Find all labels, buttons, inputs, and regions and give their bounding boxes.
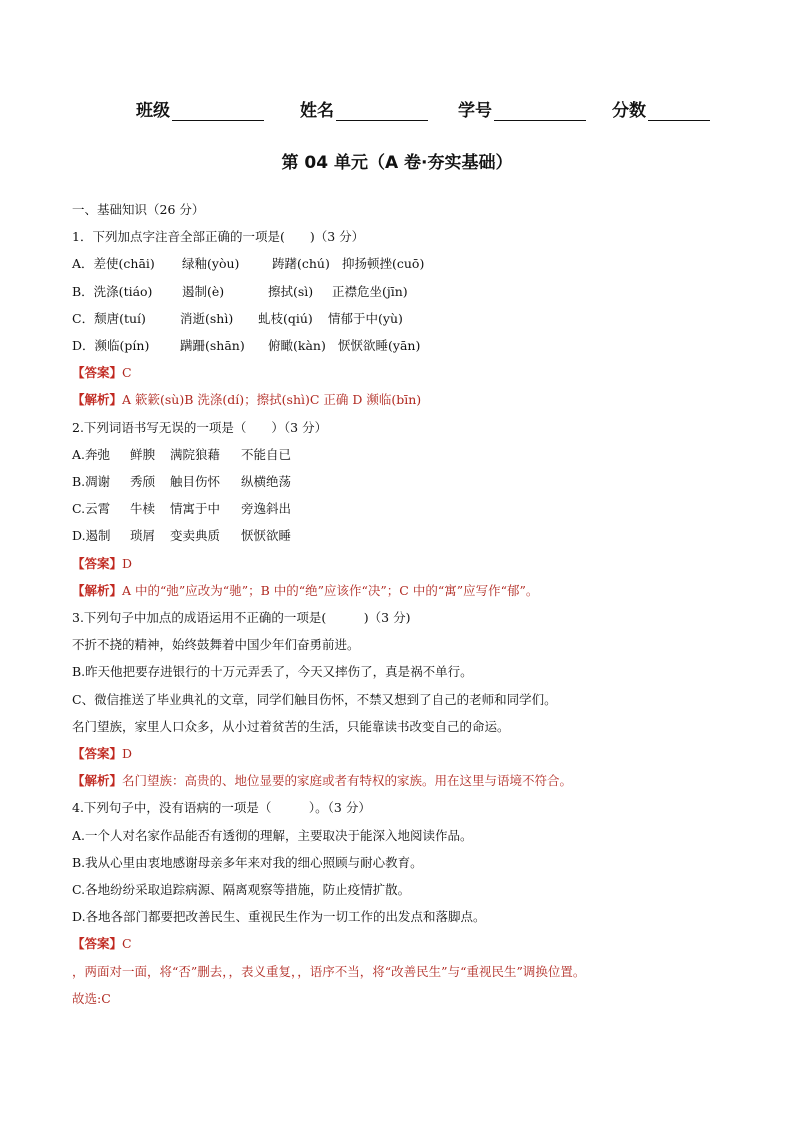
id-label: 学号 — [458, 101, 492, 121]
q4-option-a: A.一个人对名家作品能否有透彻的理解，主要取决于能深入地阅读作品。 — [72, 827, 473, 843]
class-blank[interactable] — [172, 102, 264, 121]
q1-option-c: C．颓唐(tuí) 消逝(shì) 虬枝(qiú) 情郁于中(yù) — [72, 310, 403, 326]
section-heading: 一、基础知识（26 分） — [72, 202, 205, 217]
q3-analysis: 【解析】名门望族：高贵的、地位显要的家庭或者有特权的家族。用在这里与语境不符合。 — [72, 773, 573, 789]
q1-analysis: 【解析】A 簌簌(sù)B 洗涤(dí)；擦拭(shì)C 正确 D 濒临(bīn) — [72, 392, 422, 408]
class-field — [136, 96, 264, 121]
q4-stem: 4.下列句子中，没有语病的一项是（ ）。（3 分） — [72, 800, 371, 816]
q2-answer: 【答案】D — [72, 555, 133, 571]
q2-stem: 2.下列词语书写无误的一项是（ ）（3 分） — [72, 419, 328, 435]
q2-analysis: 【解析】A 中的“弛”应改为“驰”；B 中的“绝”应该作“决”；C 中的“寓”应写作“郁”。 — [72, 582, 539, 598]
q4-final-answer: 故选:C — [72, 990, 111, 1006]
q4-option-d: D.各地各部门都要把改善民生、重视民生作为一切工作的出发点和落脚点。 — [72, 909, 486, 925]
name-label: 姓名 — [300, 101, 334, 121]
name-field — [300, 96, 428, 121]
q3-answer: 【答案】D — [72, 746, 133, 762]
q4-answer: 【答案】C — [72, 936, 132, 952]
page-title: 第 04 单元（A 卷·夯实基础） — [281, 153, 513, 173]
q3-option-c: C、微信推送了毕业典礼的文章，同学们触目伤怀，不禁又想到了自己的老师和同学们。 — [72, 691, 557, 707]
q1-option-a: A．差使(chāi) 绿釉(yòu) 踌躇(chú) 抑扬顿挫(cuō) — [72, 256, 425, 272]
id-field — [458, 96, 586, 121]
q1-option-b: B．洗涤(tiáo) 遏制(è) 擦拭(sì) 正襟危坐(jīn) — [72, 283, 408, 299]
q1-answer: 【答案】C — [72, 365, 132, 381]
q2-option-b: B.凋谢 秀颀 触目伤怀 纵横绝荡 — [72, 474, 292, 490]
id-blank[interactable] — [494, 102, 586, 121]
score-field — [612, 96, 710, 121]
q1-stem: 1．下列加点字注音全部正确的一项是( )（3 分） — [72, 229, 365, 245]
q4-option-b: B.我从心里由衷地感谢母亲多年来对我的细心照顾与耐心教育。 — [72, 854, 423, 870]
q2-option-a: A.奔弛 鲜腴 满院狼藉 不能自已 — [72, 446, 292, 462]
q2-option-d: D.遏制 琐屑 变卖典质 恹恹欲睡 — [72, 528, 292, 544]
q3-stem: 3.下列句子中加点的成语运用不正确的一项是( )（3 分) — [72, 610, 411, 626]
q1-option-d: D．濒临(pín) 蹒跚(shān) 俯瞰(kàn) 恹恹欲睡(yān) — [72, 338, 421, 354]
q3-option-a: 不折不挠的精神，始终鼓舞着中国少年们奋勇前进。 — [72, 637, 360, 653]
q4-option-c: C.各地纷纷采取追踪病源、隔离观察等措施，防止疫情扩散。 — [72, 882, 411, 898]
exam-content — [72, 196, 732, 1012]
class-label: 班级 — [136, 101, 170, 121]
score-blank[interactable] — [648, 102, 710, 121]
q3-option-d: 名门望族，家里人口众多，从小过着贫苦的生活，只能靠读书改变自己的命运。 — [72, 718, 510, 734]
student-info-header — [136, 96, 736, 121]
q4-analysis: ，两面对一面，将“否”删去，，表义重复，，语序不当，将“改善民生”与“重视民生”调换位置。 — [72, 963, 586, 979]
q3-option-b: B.昨天他把要存进银行的十万元弄丢了，今天又摔伤了，真是祸不单行。 — [72, 664, 473, 680]
name-blank[interactable] — [336, 102, 428, 121]
score-label: 分数 — [612, 101, 646, 121]
q2-option-c: C.云霄 牛椟 情寓于中 旁逸斜出 — [72, 501, 292, 517]
